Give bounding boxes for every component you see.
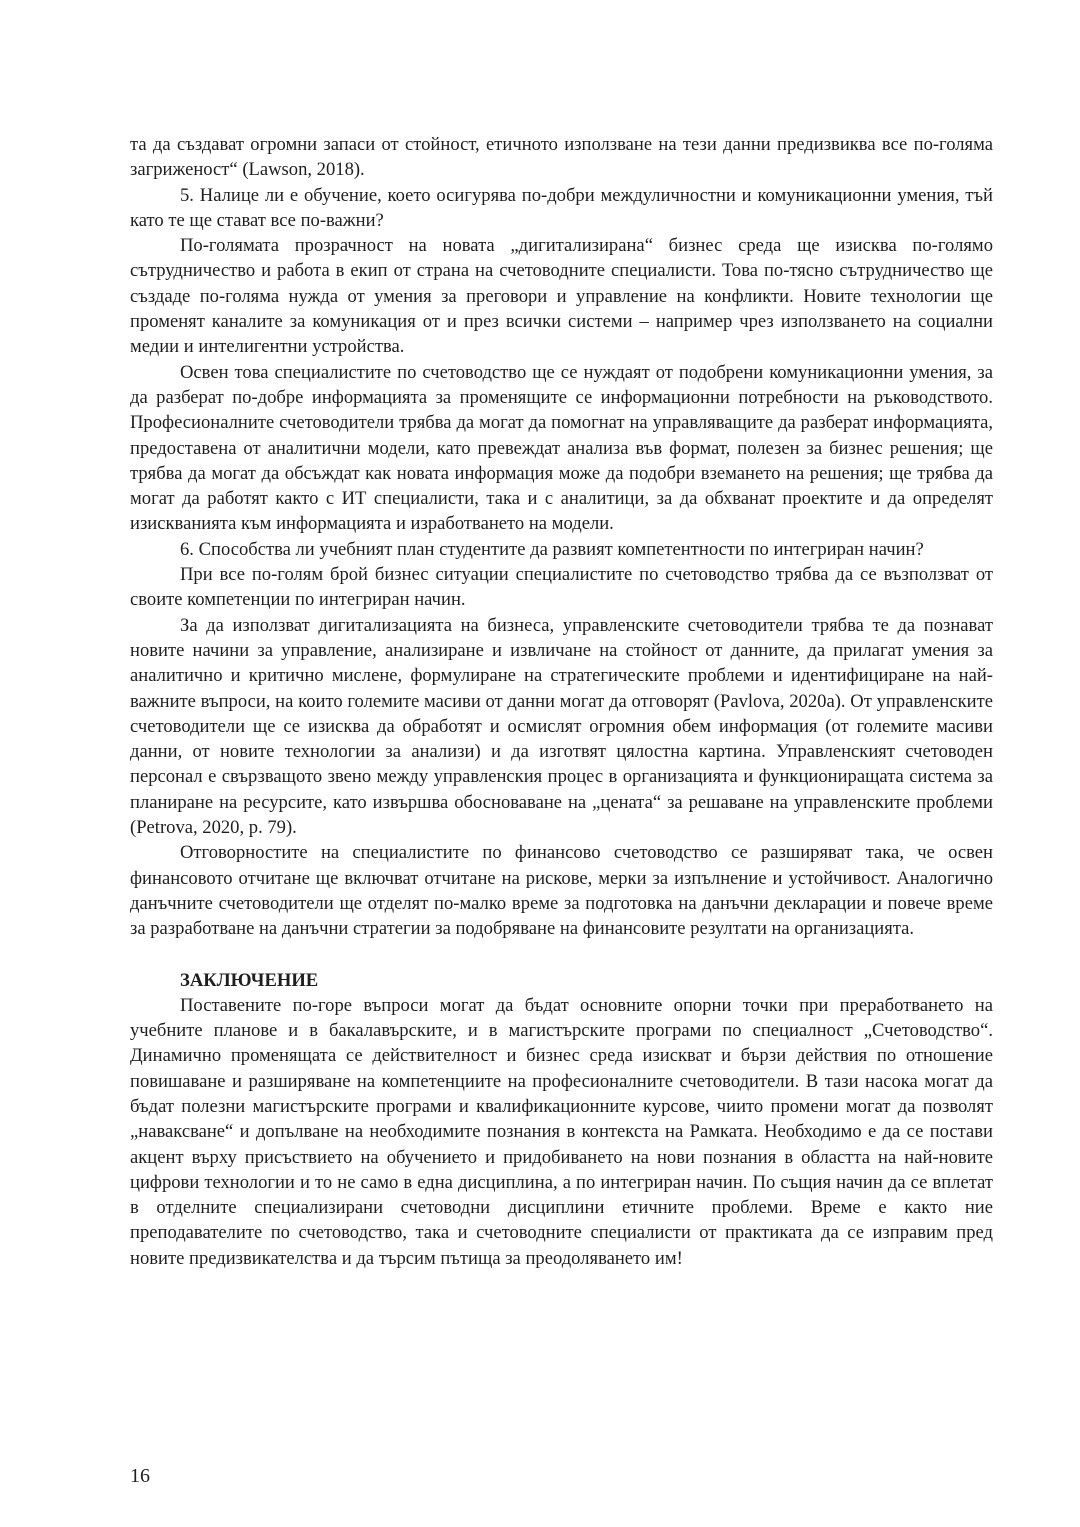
question-5: 5. Налице ли е обучение, което осигурява по-добри междуличностни и комуникационни умения, тъй като те ще стават все по-важни? <box>130 184 993 231</box>
page-body <box>130 132 993 1271</box>
paragraph-financial-accounting: Отговорностите на специалистите по финансово счетоводство се разширяват така, че освен финансовото отчитане ще включват отчитане на рискове, мерки за изпълнение и устойчивост. Аналогично данъчните счетоводители ще отделят по-малко време за подготовка на данъчни декларации и повече време за разработване на данъчни стратегии за подобряване на финансовите резултати на организацията. <box>130 842 993 940</box>
page-number: 16 <box>130 1465 150 1487</box>
conclusion-paragraph: Поставените по-горе въпроси могат да бъдат основните опорни точки при преработването на учебните планове и в бакалавърските, и в магистърските програми по специалност „Счетоводство“. Динамично променящата се действителност и бизнес среда изискват и бързи действия по отношение повишаване и разширяване на компетенциите на професионалните счетоводители. В тази насока могат да бъдат полезни магистърските програми и квалификационните курсове, чиито промени могат да позволят „наваксване“ и допълване на необходимите познания в контекста на Рамката. Необходимо е да се постави акцент върху присъствието на обучението и придобиването на нови познания в областта на най-новите цифрови технологии и то не само в една дисциплина, а по интегриран начин. По същия начин да се вплетат в отделните специализирани счетоводни дисциплини етичните проблеми. Време е както ние преподавателите по счетоводство, така и счетоводните специалисти от практиката да се изправим пред новите предизвикателства и да търсим пътища за преодоляването им! <box>130 994 993 1269</box>
paragraph-integrated-competencies: При все по-голям брой бизнес ситуации специалистите по счетоводство трябва да се възползват от своите компетенции по интегриран начин. <box>130 564 993 611</box>
paragraph-transparency: По-голямата прозрачност на новата „дигитализирана“ бизнес среда ще изисква по-голямо сътрудничество и работа в екип от страна на счетоводните специалисти. Това по-тясно сътрудничество ще създаде по-голяма нужда от умения за преговори и управление на конфликти. Новите технологии ще променят каналите за комуникация от и през всички системи – например чрез използването на социални медии и интелигентни устройства. <box>130 235 993 358</box>
question-6: 6. Способства ли учебният план студентите да развият компетентности по интегриран начин? <box>180 538 924 560</box>
conclusion-heading: ЗАКЛЮЧЕНИЕ <box>180 969 319 991</box>
paragraph-continuation: та да създават огромни запаси от стойност, етичното използване на тези данни предизвиква все по-голяма загриженост“ (Lawson, 2018). <box>130 134 993 181</box>
paragraph-communication-skills: Освен това специалистите по счетоводство ще се нуждаят от подобрени комуникационни умения, за да разберат по-добре информацията за променящите се информационни потребности на ръководството. Професионалните счетоводители трябва да могат да помогнат на управляващите да разберат информацията, предоставена от аналитични модели, като превеждат анализа във формат, полезен за бизнес решения; ще трябва да могат да обсъждат как новата информация може да подобри вземането на решения; ще трябва да могат да работят както с ИТ специалисти, така и с аналитици, за да обхванат проектите и да определят изискванията към информацията и изработването на модели. <box>130 361 993 535</box>
paragraph-management-accountants: За да използват дигитализацията на бизнеса, управленските счетоводители трябва те да познават новите начини за управление, анализиране и извличане на стойност от данните, да прилагат умения за аналитично и критично мислене, формулиране на стратегическите проблеми и идентифициране на най-важните въпроси, на които големите масиви от данни могат да отговорят (Pavlova, 2020a). От управленските счетоводители ще се изисква да обработят и осмислят огромния обем информация (от големите масиви данни, от новите технологии за анализи) и да изготвят цялостна картина. Управленският счетоводен персонал е свързващото звено между управленския процес в организацията и функциониращата система за планиране на ресурсите, като извършва обосноваване на „цената“ за решаване на управленските проблеми (Petrova, 2020, p. 79). <box>130 614 993 839</box>
